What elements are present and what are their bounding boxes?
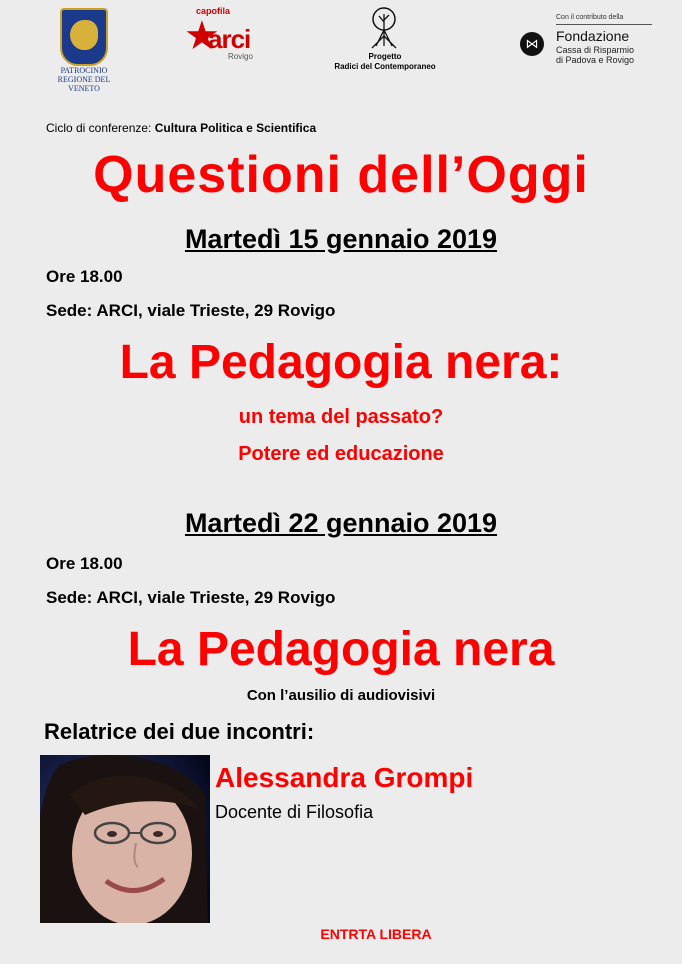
- event1-title: La Pedagogia nera:: [119, 336, 563, 389]
- speaker-photo: [40, 755, 210, 923]
- arci-name: arci: [208, 24, 251, 54]
- event2-time: Ore 18.00: [46, 554, 123, 573]
- cycle-line: [46, 121, 316, 135]
- regione-veneto-logo: [44, 6, 124, 93]
- fondazione-name: Fondazione: [556, 28, 630, 44]
- event2-note: Con l’ausilio di audiovisivi: [246, 687, 436, 704]
- event2-date: Martedì 22 gennaio 2019: [184, 508, 498, 538]
- star-icon: ★: [184, 14, 220, 58]
- event1-time: Ore 18.00: [46, 267, 123, 286]
- fondazione-sub: [556, 45, 634, 65]
- radici-logo: [320, 6, 450, 78]
- radici-line2: Radici del Contemporaneo: [334, 62, 436, 71]
- cycle-name: Cultura Politica e Scientifica: [154, 121, 317, 135]
- event1-subtitle1: un tema del passato?: [238, 406, 444, 428]
- arci-head: capofila: [196, 6, 231, 16]
- fondazione-logo: [518, 14, 668, 70]
- arci-logo: [182, 6, 272, 68]
- fondazione-contrib: Con il contributo della: [556, 14, 624, 21]
- lion-crest-icon: [60, 8, 108, 66]
- free-entry-label: ENTRTA LIBERA: [320, 926, 432, 942]
- page-title: Questioni dell’Oggi: [93, 146, 589, 204]
- veneto-caption-line1: PATROCINIO: [60, 66, 108, 75]
- veneto-caption-line2: REGIONE DEL VENETO: [57, 75, 111, 93]
- veneto-caption: [44, 66, 124, 93]
- speaker-heading: Relatrice dei due incontri:: [44, 719, 315, 744]
- speaker-role: Docente di Filosofia: [215, 802, 374, 822]
- tree-roots-icon: [368, 6, 400, 50]
- cycle-prefix: Ciclo di conferenze:: [46, 121, 155, 135]
- radici-line1: Progetto: [368, 52, 402, 61]
- event1-venue: Sede: ARCI, viale Trieste, 29 Rovigo: [46, 301, 336, 320]
- fondazione-sub-line1: Cassa di Risparmio: [556, 45, 635, 55]
- event2-title: La Pedagogia nera: [127, 623, 555, 676]
- event2-venue: Sede: ARCI, viale Trieste, 29 Rovigo: [46, 588, 336, 607]
- arci-city: Rovigo: [228, 52, 253, 61]
- speaker-name: Alessandra Grompi: [215, 762, 474, 793]
- event1-date: Martedì 15 gennaio 2019: [184, 224, 498, 254]
- fondazione-mark-icon: ⋈: [520, 32, 544, 56]
- event1-subtitle2: Potere ed educazione: [238, 443, 444, 465]
- divider: [556, 24, 652, 25]
- fondazione-sub-line2: di Padova e Rovigo: [556, 55, 635, 65]
- radici-caption: [320, 52, 450, 72]
